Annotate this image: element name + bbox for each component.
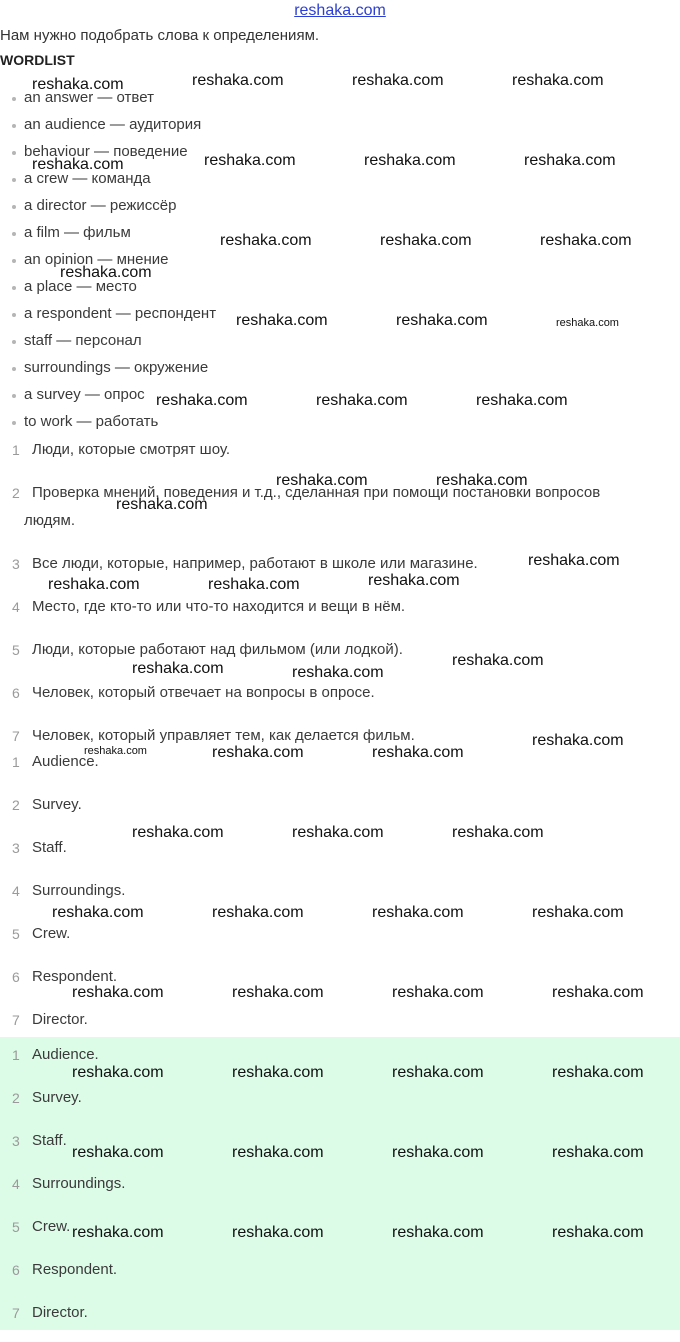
bullet-icon	[12, 340, 16, 344]
answer-item: 5 Crew.	[12, 925, 71, 942]
watermark: reshaka.com	[212, 904, 304, 921]
watermark: reshaka.com	[236, 312, 328, 329]
watermark: reshaka.com	[452, 652, 544, 669]
bullet-icon	[12, 124, 16, 128]
watermark: reshaka.com	[512, 72, 604, 89]
wordlist-item: an answer — ответ	[0, 88, 680, 115]
wordlist-item: a place — место	[0, 277, 680, 304]
definition-item: 7 Человек, который управляет тем, как делается фильм.	[12, 727, 415, 744]
watermark: reshaka.com	[116, 496, 208, 513]
watermark: reshaka.com	[208, 576, 300, 593]
watermark: reshaka.com	[436, 472, 528, 489]
answer-item: 4 Surroundings.	[12, 882, 126, 899]
definition-item: 2 Проверка мнений, поведения и т.д., сделанная при помощи постановки вопросов людям.	[12, 484, 601, 529]
watermark: reshaka.com	[316, 392, 408, 409]
watermark: reshaka.com	[392, 1064, 484, 1081]
watermark: reshaka.com	[52, 904, 144, 921]
watermark: reshaka.com	[540, 232, 632, 249]
watermark: reshaka.com	[84, 745, 147, 757]
watermark: reshaka.com	[72, 1224, 164, 1241]
wordlist-item: an opinion — мнение	[0, 250, 680, 277]
watermark: reshaka.com	[72, 1064, 164, 1081]
watermark: reshaka.com	[392, 1144, 484, 1161]
watermark: reshaka.com	[552, 1224, 644, 1241]
watermark: reshaka.com	[392, 1224, 484, 1241]
bullet-icon	[12, 232, 16, 236]
watermark: reshaka.com	[552, 984, 644, 1001]
watermark: reshaka.com	[232, 1064, 324, 1081]
watermark: reshaka.com	[396, 312, 488, 329]
watermark: reshaka.com	[72, 984, 164, 1001]
watermark: reshaka.com	[32, 76, 124, 93]
watermark: reshaka.com	[532, 904, 624, 921]
highlighted-answer-item: 5 Crew.	[12, 1218, 71, 1235]
answers-list	[0, 748, 680, 1049]
wordlist-item: a survey — опрос	[0, 385, 680, 412]
watermark: reshaka.com	[552, 1064, 644, 1081]
highlighted-answers-list	[0, 1041, 680, 1342]
bullet-icon	[12, 259, 16, 263]
watermark: reshaka.com	[192, 72, 284, 89]
bullet-icon	[12, 205, 16, 209]
definition-item: 1 Люди, которые смотрят шоу.	[12, 441, 231, 458]
highlighted-answer-item: 3 Staff.	[12, 1132, 67, 1149]
wordlist-item: a crew — команда	[0, 169, 680, 196]
wordlist-item: a film — фильм	[0, 223, 680, 250]
highlighted-answer-item: 4 Surroundings.	[12, 1175, 126, 1192]
watermark: reshaka.com	[452, 824, 544, 841]
watermark: reshaka.com	[380, 232, 472, 249]
watermark: reshaka.com	[556, 317, 619, 329]
answer-item: 7 Director.	[12, 1011, 88, 1028]
watermark: reshaka.com	[372, 904, 464, 921]
wordlist-item: an audience — аудитория	[0, 115, 680, 142]
definition-item: 4 Место, где кто-то или что-то находится и вещи в нём.	[12, 598, 406, 615]
highlighted-answer-item: 1 Audience.	[12, 1046, 99, 1063]
watermark: reshaka.com	[524, 152, 616, 169]
definition-item: 6 Человек, который отвечает на вопросы в опросе.	[12, 684, 375, 701]
answer-item: 6 Respondent.	[12, 968, 118, 985]
bullet-icon	[12, 367, 16, 371]
watermark: reshaka.com	[372, 744, 464, 761]
answer-item: 1 Audience.	[12, 753, 99, 770]
bullet-icon	[12, 394, 16, 398]
wordlist-item: behaviour — поведение	[0, 142, 680, 169]
watermark: reshaka.com	[232, 984, 324, 1001]
watermark: reshaka.com	[72, 1144, 164, 1161]
bullet-icon	[12, 286, 16, 290]
watermark: reshaka.com	[364, 152, 456, 169]
wordlist-item: to work — работать	[0, 412, 680, 439]
answer-item: 2 Survey.	[12, 796, 82, 813]
watermark: reshaka.com	[476, 392, 568, 409]
highlighted-answer-item: 2 Survey.	[12, 1089, 82, 1106]
watermark: reshaka.com	[392, 984, 484, 1001]
watermark: reshaka.com	[292, 824, 384, 841]
task-intro: Нам нужно подобрать слова к определениям.	[0, 27, 320, 44]
watermark: reshaka.com	[368, 572, 460, 589]
watermark: reshaka.com	[292, 664, 384, 681]
wordlist-title: WORDLIST	[0, 52, 75, 68]
watermark: reshaka.com	[232, 1144, 324, 1161]
watermark: reshaka.com	[156, 392, 248, 409]
definition-item: 3 Все люди, которые, например, работают в школе или магазине.	[12, 555, 478, 572]
bullet-icon	[12, 151, 16, 155]
bullet-icon	[12, 313, 16, 317]
watermark: reshaka.com	[220, 232, 312, 249]
watermark: reshaka.com	[232, 1224, 324, 1241]
wordlist-item: staff — персонал	[0, 331, 680, 358]
wordlist-item: surroundings — окружение	[0, 358, 680, 385]
watermark: reshaka.com	[352, 72, 444, 89]
watermark: reshaka.com	[276, 472, 368, 489]
bullet-icon	[12, 178, 16, 182]
highlighted-answer-item: 6 Respondent.	[12, 1261, 118, 1278]
watermark: reshaka.com	[552, 1144, 644, 1161]
watermark: reshaka.com	[32, 156, 124, 173]
wordlist-item: a director — режиссёр	[0, 196, 680, 223]
watermark: reshaka.com	[212, 744, 304, 761]
bullet-icon	[12, 97, 16, 101]
highlighted-answer-item: 7 Director.	[12, 1304, 88, 1321]
watermark: reshaka.com	[532, 732, 624, 749]
bullet-icon	[12, 421, 16, 425]
answer-item: 3 Staff.	[12, 839, 67, 856]
site-link[interactable]: reshaka.com	[294, 2, 386, 19]
watermark: reshaka.com	[60, 264, 152, 281]
definition-item: 5 Люди, которые работают над фильмом (или лодкой).	[12, 641, 403, 658]
watermark: reshaka.com	[132, 660, 224, 677]
wordlist-item: a respondent — респондент	[0, 304, 680, 331]
watermark: reshaka.com	[132, 824, 224, 841]
watermark: reshaka.com	[204, 152, 296, 169]
watermark: reshaka.com	[48, 576, 140, 593]
watermark: reshaka.com	[528, 552, 620, 569]
